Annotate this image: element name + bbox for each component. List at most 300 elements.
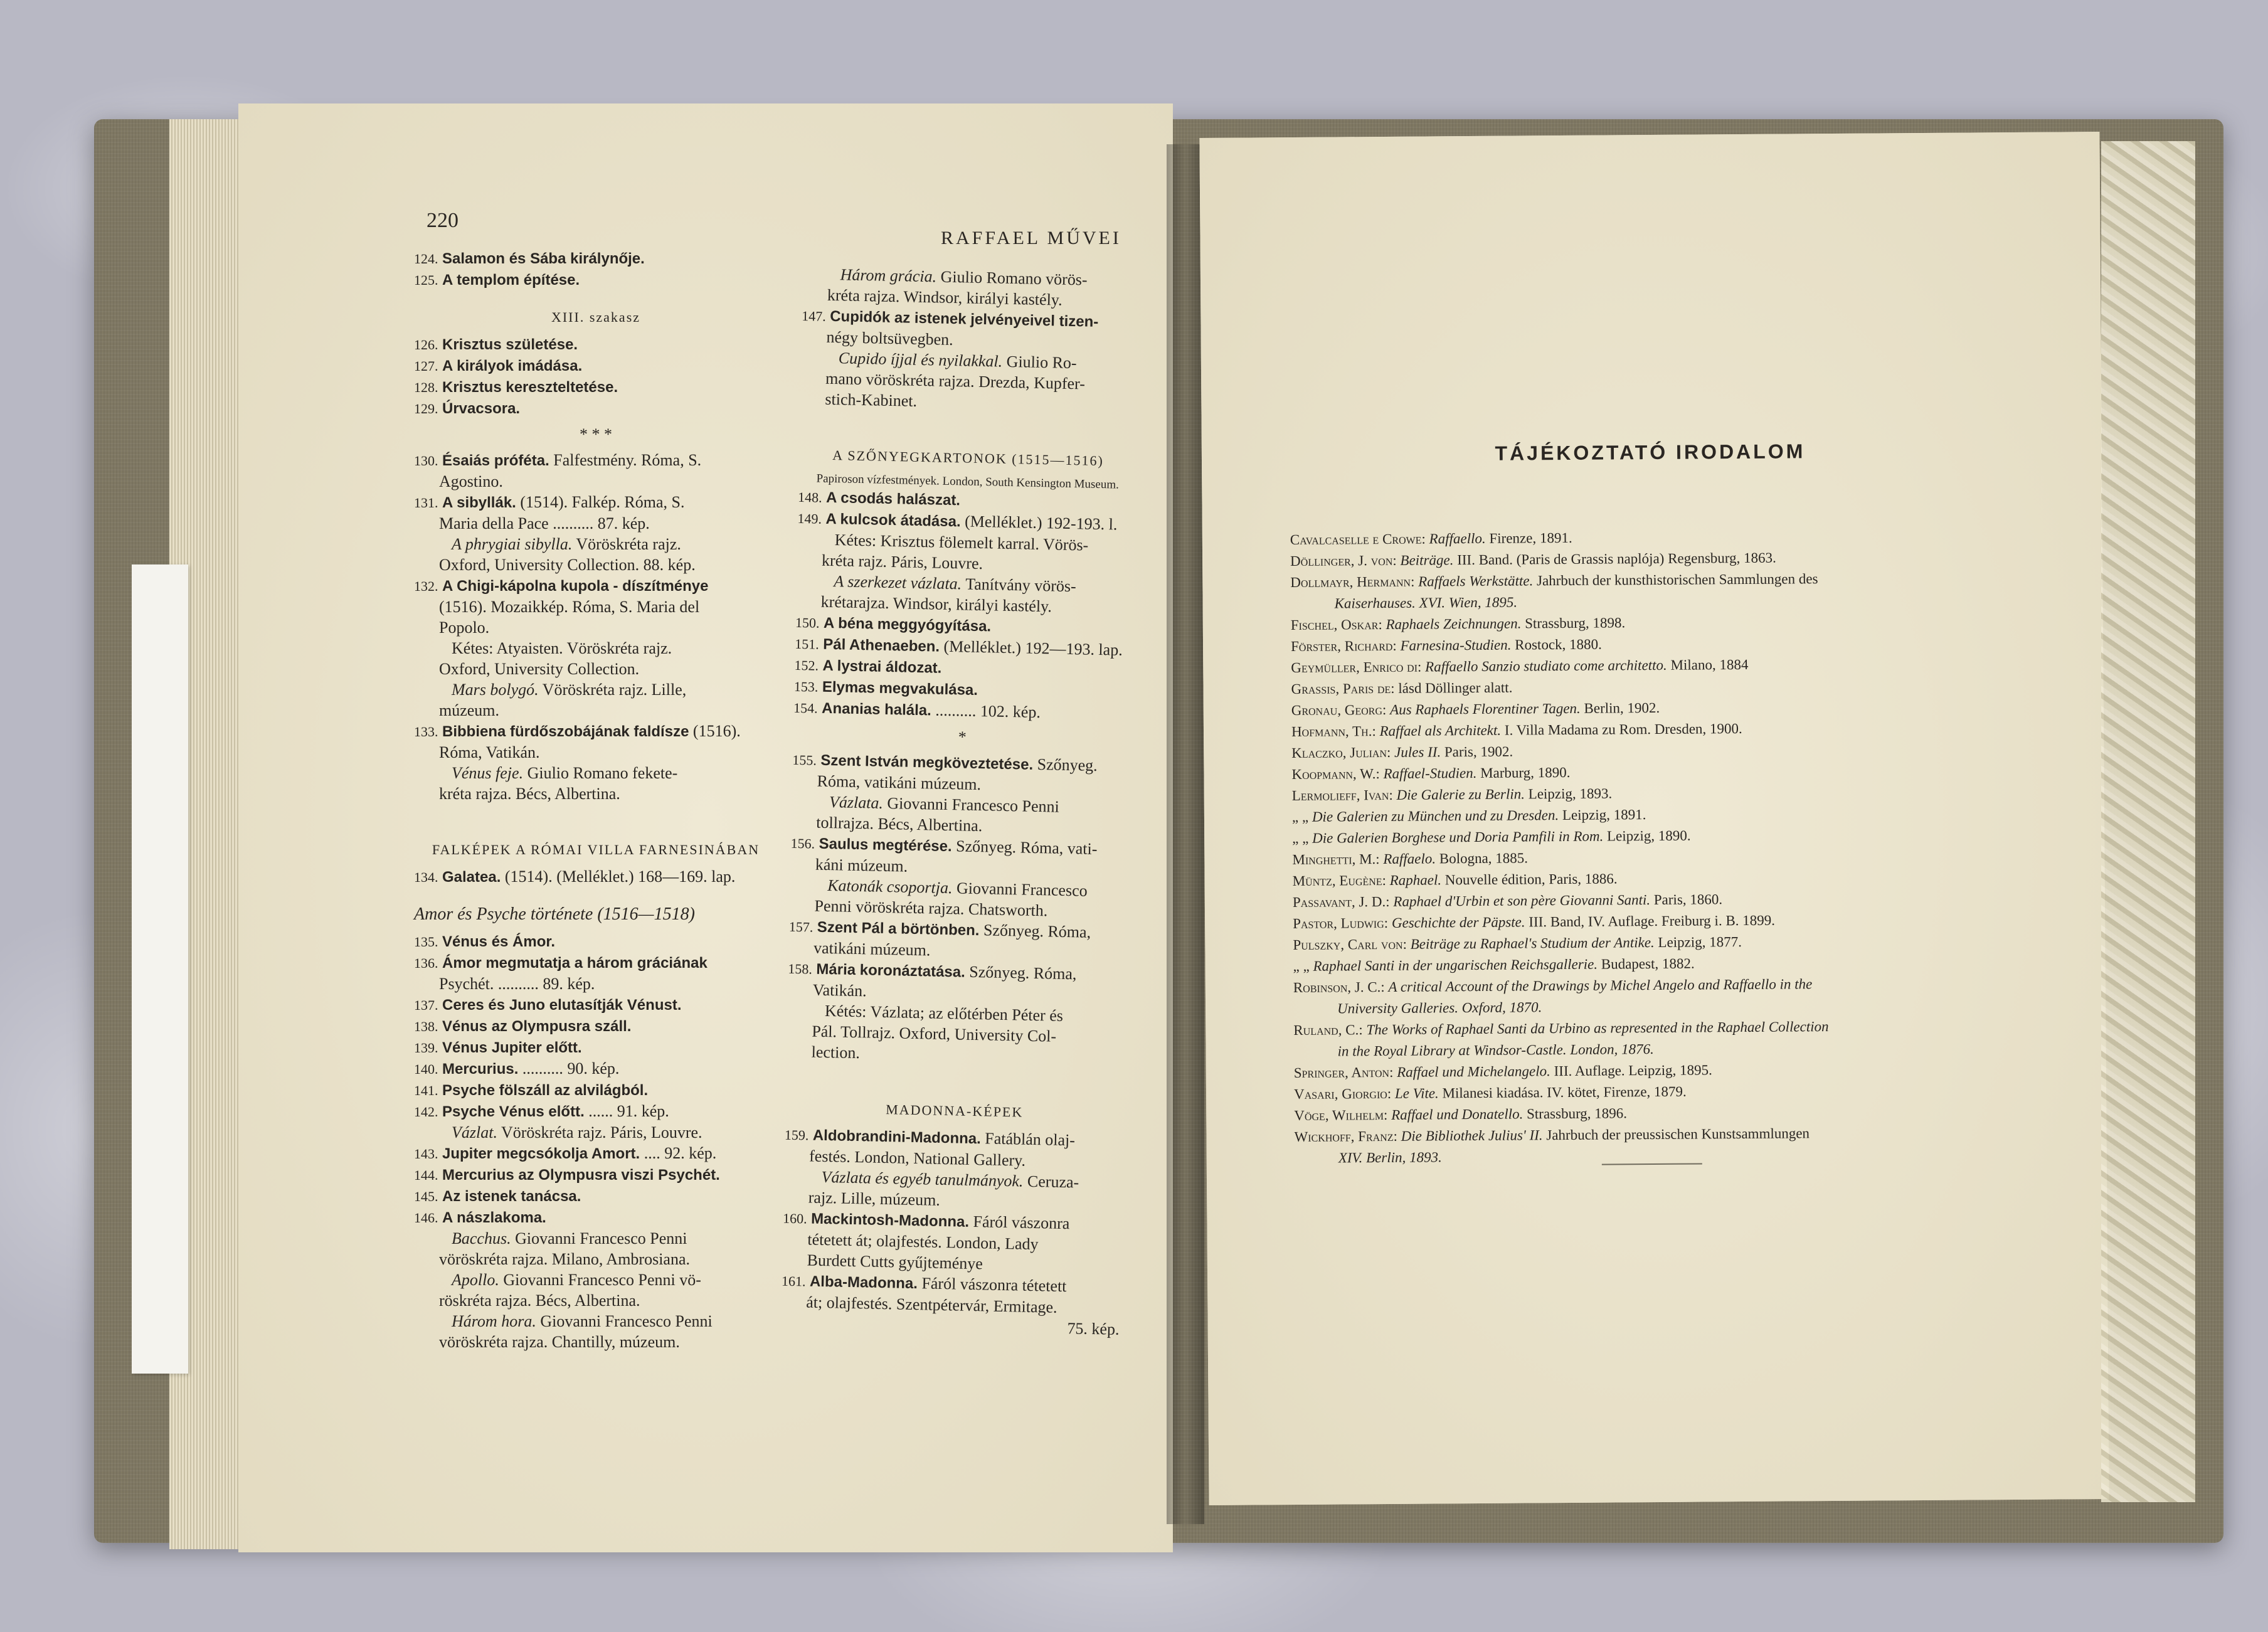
bibliography-detail: Jahrbuch der preussischen Kunstsammlungen <box>1542 1125 1810 1143</box>
entry-detail: Fatáblán olaj- <box>980 1129 1076 1150</box>
running-head: RAFFAEL MŰVEI <box>941 228 1121 248</box>
entry-number: 135. <box>414 934 438 950</box>
bibliography-detail: Leipzig, 1891. <box>1559 807 1646 824</box>
catalog-entry <box>414 355 778 376</box>
entry-title: Szent István megköveztetése. <box>820 751 1034 773</box>
entry-number: 155. <box>792 751 817 768</box>
entry-number: 130. <box>414 453 438 469</box>
figure-reference-text: 75. kép. <box>1067 1319 1120 1338</box>
entry-continuation <box>414 554 778 575</box>
bibliography-work: Le Vite. <box>1394 1085 1439 1101</box>
entry-title: Az istenek tanácsa. <box>442 1188 581 1205</box>
drawing-title: Bacchus. <box>452 1229 511 1248</box>
entry-detail: (Melléklet.) 192-193. l. <box>960 512 1118 534</box>
bibliography-work: Die Galerien zu München und zu Dresden. <box>1312 807 1559 825</box>
bibliography-author: Wickhoff, Franz: <box>1294 1128 1398 1145</box>
drawing-detail: Ceruza- <box>1023 1172 1079 1192</box>
entry-title: Salamon és Sába királynője. <box>442 250 645 267</box>
bibliography-detail: Milanesi kiadása. IV. kötet, Firenze, 1879. <box>1438 1083 1687 1101</box>
entry-text: Maria della Pace .......... 87. kép. <box>439 514 650 533</box>
bibliography-work: Raffaello Sanzio studiato come architetto. <box>1425 657 1667 675</box>
divider-glyph: * * * <box>580 425 612 443</box>
bibliography-work: Beiträge. <box>1400 552 1454 568</box>
entry-title: Krisztus kereszteltetése. <box>442 379 618 396</box>
entry-continuation <box>414 471 778 492</box>
entry-text: krétarajza. Windsor, királyi kastély. <box>820 592 1052 616</box>
bibliography-detail: Leipzig, 1890. <box>1603 827 1691 844</box>
entry-title: Bibbiena fürdőszobájának faldísze <box>442 723 689 740</box>
bibliography-author: Geymüller, Enrico di: <box>1291 659 1422 676</box>
bibliography-author: Vasari, Giorgio: <box>1293 1085 1392 1103</box>
entry-title: Szent Pál a börtönben. <box>817 918 980 940</box>
drawing-detail: Vöröskréta rajz. Páris, Louvre. <box>497 1123 702 1142</box>
bibliography-author: Springer, Anton: <box>1293 1064 1394 1081</box>
bibliography-text: XIV. Berlin, 1893. <box>1338 1149 1442 1166</box>
bibliography-work: Raffael und Donatello. <box>1391 1106 1523 1123</box>
entry-title: Galatea. <box>442 869 501 886</box>
entry-number: 151. <box>795 635 820 652</box>
entry-detail: Szőnyeg. Róma, <box>979 921 1091 941</box>
entry-continuation <box>414 1249 778 1269</box>
catalog-entry <box>414 1037 778 1058</box>
drawing-detail: Giovanni Francesco Penni vö- <box>499 1271 701 1289</box>
entry-number: 156. <box>790 835 815 852</box>
entry-text: vöröskréta rajza. Chantilly, múzeum. <box>439 1333 680 1351</box>
bibliography-author: Passavant, J. D.: <box>1292 893 1390 911</box>
section-heading <box>798 444 1138 472</box>
catalog-entry <box>414 450 778 471</box>
catalog-entry <box>414 575 778 596</box>
entry-title: Alba-Madonna. <box>809 1273 918 1293</box>
entry-number: 161. <box>781 1273 806 1290</box>
entry-text: Penni vöröskréta rajza. Chatsworth. <box>814 896 1048 920</box>
catalog-entry <box>414 721 778 742</box>
bibliography-detail: Paris, 1902. <box>1441 743 1513 760</box>
section-heading-text: FALKÉPEK A RÓMAI VILLA FARNESINÁBAN <box>432 842 760 857</box>
entry-detail: .... 92. kép. <box>640 1144 717 1162</box>
bibliography-detail: Strassburg, 1898. <box>1521 615 1626 632</box>
section-heading <box>414 307 778 327</box>
bibliography-continuation <box>1295 1143 2022 1169</box>
entry-detail: (1514). (Melléklet.) 168—169. lap. <box>501 867 736 886</box>
entry-number: 141. <box>414 1083 438 1098</box>
related-drawing <box>414 1269 778 1290</box>
spine-gutter <box>1167 144 1204 1524</box>
left-column <box>414 248 778 1352</box>
bibliography-author: Hofmann, Th.: <box>1291 723 1376 740</box>
entry-title: Psychét. <box>439 975 494 993</box>
entry-number: 159. <box>784 1126 809 1143</box>
drawing-detail: Giovanni Francesco <box>952 879 1088 900</box>
entry-number: 133. <box>414 724 438 739</box>
entry-text: kréta rajz. Páris, Louvre. <box>821 551 983 573</box>
entry-number: 150. <box>795 614 820 631</box>
bibliography-detail: lásd Döllinger alatt. <box>1398 679 1513 696</box>
entry-number: 142. <box>414 1104 438 1120</box>
drawing-detail: Giulio Romano fekete- <box>523 764 678 782</box>
related-drawing <box>414 1311 778 1332</box>
entry-number: 144. <box>414 1167 438 1183</box>
entry-continuation <box>414 742 778 763</box>
entry-text: múzeum. <box>439 701 500 719</box>
related-drawing <box>414 763 778 783</box>
entry-title: Ananias halála. <box>821 699 932 719</box>
entry-title: Aldobrandini-Madonna. <box>812 1126 982 1148</box>
entry-title: Mercurius az Olympusra viszi Psychét. <box>442 1167 720 1184</box>
entry-text: lection. <box>811 1042 861 1062</box>
entry-number: 134. <box>414 869 438 885</box>
drawing-title: A szerkezet vázlata. <box>834 572 962 593</box>
entry-continuation <box>414 973 778 994</box>
section-divider <box>414 424 778 445</box>
entry-title: Ámor megmutatja a három gráciának <box>442 955 707 972</box>
bibliography-author: Dollmayr, Hermann: <box>1290 573 1415 591</box>
entry-title: Psyche fölszáll az alvilágból. <box>442 1082 649 1099</box>
bibliography-work: Raffaello. <box>1429 530 1486 547</box>
bibliography-author: Gronau, Georg: <box>1291 701 1387 719</box>
entry-text: Róma, Vatikán. <box>439 743 540 761</box>
drawing-title: Vázlata és egyéb tanulmányok. <box>821 1167 1024 1190</box>
bibliography-detail: Marburg, 1890. <box>1476 764 1571 781</box>
drawing-detail: Giovanni Francesco Penni <box>536 1312 713 1330</box>
bibliography-work: Raffaelo. <box>1383 850 1436 867</box>
related-drawing <box>414 1122 778 1143</box>
drawing-detail: Giulio Ro- <box>1002 352 1077 373</box>
entry-continuation <box>414 783 778 804</box>
section-heading <box>414 839 778 860</box>
drawing-title: Apollo. <box>452 1271 499 1289</box>
related-drawing <box>414 1228 778 1249</box>
section-heading-text: Amor és Psyche története (1516—1518) <box>414 904 695 924</box>
entry-number: 132. <box>414 578 438 594</box>
entry-detail: Fáról vászonra <box>968 1212 1070 1233</box>
bibliography-author: Minghetti, M.: <box>1292 851 1380 868</box>
entry-title: A lystrai áldozat. <box>822 657 942 677</box>
entry-number: 129. <box>414 401 438 416</box>
bibliography-author: Fischel, Oskar: <box>1290 617 1382 633</box>
bibliography-author: Koopmann, W.: <box>1291 766 1380 783</box>
entry-number: 140. <box>414 1061 438 1077</box>
entry-text: stich-Kabinet. <box>825 389 918 410</box>
entry-number: 127. <box>414 358 438 374</box>
entry-text: Kétes: Atyaisten. Vöröskréta rajz. <box>452 639 672 657</box>
entry-title: Vénus Jupiter előtt. <box>442 1039 582 1056</box>
section-heading <box>414 904 778 925</box>
entry-number: 147. <box>801 307 827 324</box>
bibliography-text: in the Royal Library at Windsor-Castle. London, 1876. <box>1337 1041 1654 1059</box>
entry-text: vatikáni múzeum. <box>813 938 931 960</box>
entry-text: Oxford, University Collection. <box>439 660 640 678</box>
entry-text: kréta rajza. Bécs, Albertina. <box>439 785 620 803</box>
left-page <box>238 103 1173 1552</box>
catalog-entry <box>414 269 778 290</box>
entry-detail: (1516). <box>689 722 741 740</box>
catalog-entry <box>414 994 778 1015</box>
bibliography-work: Raphael. <box>1389 872 1442 888</box>
bibliography-detail: III. Band, IV. Auflage. Freiburg i. B. 1899. <box>1525 912 1776 930</box>
entry-text: tollrajza. Bécs, Albertina. <box>816 813 983 835</box>
catalog-entry <box>414 334 778 355</box>
entry-text: rajz. Lille, múzeum. <box>808 1188 941 1209</box>
catalog-entry <box>414 398 778 419</box>
drawing-title: Vázlata. <box>829 793 884 812</box>
bibliography-author: Förster, Richard: <box>1290 637 1397 655</box>
bibliography-list <box>1290 524 2022 1169</box>
bibliography-text: University Galleries. Oxford, 1870. <box>1337 999 1542 1017</box>
entry-title: Psyche Vénus előtt. <box>442 1103 585 1120</box>
bibliography-work: Farnesina-Studien. <box>1400 637 1512 654</box>
entry-number: 154. <box>793 699 818 716</box>
drawing-title: Három grácia. <box>840 265 937 286</box>
bibliography-author: Robinson, J. C.: <box>1293 979 1385 996</box>
bibliography-work: Die Galerie zu Berlin. <box>1396 786 1525 803</box>
section-divider <box>793 723 1132 751</box>
entry-title: A béna meggyógyítása. <box>823 614 992 635</box>
entry-title: Ésaiás próféta. <box>442 452 549 469</box>
bibliography-detail: Nouvelle édition, Paris, 1886. <box>1441 871 1618 888</box>
entry-number: 148. <box>797 489 822 506</box>
entry-text: festés. London, National Gallery. <box>808 1147 1026 1170</box>
entry-title: A sibyllák. <box>442 494 516 511</box>
entry-number: 152. <box>794 657 819 674</box>
entry-number: 137. <box>414 997 438 1013</box>
entry-title: Mária koronáztatása. <box>816 960 966 981</box>
bibliography-detail: Rostock, 1880. <box>1511 636 1602 653</box>
entry-title: Vénus és Ámor. <box>442 933 556 950</box>
entry-text: át; olajfestés. Szentpétervár, Ermitage. <box>806 1293 1057 1317</box>
bibliography-detail: Leipzig, 1893. <box>1524 785 1613 802</box>
bibliography-detail: Milano, 1884 <box>1667 656 1749 673</box>
bibliography-detail: Paris, 1860. <box>1650 891 1723 908</box>
drawing-detail: Giovanni Francesco Penni <box>511 1229 687 1248</box>
drawing-title: Cupido íjjal és nyilakkal. <box>838 349 1003 371</box>
drawing-title: Három hora. <box>452 1312 536 1330</box>
entry-text: röskréta rajza. Bécs, Albertina. <box>439 1291 640 1310</box>
bibliography-work: Raffael als Architekt. <box>1379 722 1502 739</box>
bibliography-author: „ „ <box>1291 808 1309 825</box>
entry-number: 139. <box>414 1040 438 1056</box>
bibliography-author: Vöge, Wilhelm: <box>1294 1106 1388 1124</box>
bibliography-author: Pastor, Ludwig: <box>1293 914 1389 932</box>
drawing-detail: Giulio Romano vörös- <box>936 267 1088 289</box>
page-number: 220 <box>427 209 458 232</box>
entry-detail: ...... 91. kép. <box>584 1102 669 1120</box>
bibliography-author: Döllinger, J. von: <box>1290 552 1397 570</box>
entry-continuation <box>414 617 778 638</box>
bibliography-author: Ruland, C.: <box>1293 1022 1363 1039</box>
entry-number: 158. <box>788 960 813 977</box>
bibliography-detail: I. Villa Madama zu Rom. Dresden, 1900. <box>1501 721 1742 738</box>
entry-title: A Chigi-kápolna kupola - díszítménye <box>442 578 709 595</box>
entry-number: 157. <box>788 918 813 935</box>
right-page <box>1199 132 2109 1505</box>
entry-detail: Falfestmény. Róma, S. <box>549 451 702 469</box>
related-drawing <box>414 534 778 554</box>
entry-title: négy boltsüvegben. <box>826 327 953 349</box>
entry-number: 124. <box>414 251 438 267</box>
bibliography-author: Lermolieff, Ivan: <box>1291 787 1393 804</box>
bibliography-detail: Budapest, 1882. <box>1597 955 1695 972</box>
entry-detail: Szőnyeg. Róma, vati- <box>951 837 1098 859</box>
bibliography-detail: Jahrbuch der kunsthistorischen Sammlungen des <box>1533 571 1818 589</box>
entry-title: Cupidók az istenek jelvényeivel tizen- <box>829 307 1099 331</box>
bibliography-detail: III. Band. (Paris de Grassis naplója) Regensburg, 1863. <box>1453 549 1776 568</box>
catalog-entry <box>414 1164 778 1185</box>
entry-detail: .......... 89. kép. <box>494 975 595 993</box>
entry-number: 128. <box>414 379 438 395</box>
entry-title: A nászlakoma. <box>442 1209 546 1226</box>
entry-title: A templom építése. <box>442 272 580 289</box>
bibliography-work: Raffael und Michelangelo. <box>1397 1063 1550 1080</box>
entry-title: Krisztus születése. <box>442 336 578 353</box>
entry-text: Pál. Tollrajz. Oxford, University Col- <box>812 1022 1057 1046</box>
right-column <box>780 263 1142 1340</box>
bibliography-work: Raphael Santi in der ungarischen Reichsgallerie. <box>1313 956 1598 974</box>
bibliography-detail: Bologna, 1885. <box>1435 850 1529 867</box>
drawing-detail: Giovanni Francesco Penni <box>882 793 1060 816</box>
entry-text: Agostino. <box>439 472 503 490</box>
entry-title: Mercurius. <box>442 1061 519 1078</box>
entry-detail: Szőnyeg. <box>1032 755 1098 775</box>
entry-title: Úrvacsora. <box>442 400 521 417</box>
entry-number: 136. <box>414 955 438 971</box>
section-heading-text: XIII. szakasz <box>551 309 641 325</box>
entry-detail: Szőnyeg. Róma, <box>965 962 1077 983</box>
bibliography-title: TÁJÉKOZTATÓ IRODALOM <box>1495 440 1806 465</box>
entry-text: Vatikán. <box>812 980 867 1000</box>
bibliography-author: Müntz, Eugène: <box>1292 872 1387 889</box>
entry-text: Popolo. <box>439 618 490 637</box>
entry-title: Mackintosh-Madonna. <box>810 1210 970 1231</box>
entry-number: 143. <box>414 1146 438 1162</box>
entry-title: Ceres és Juno elutasítják Vénust. <box>442 997 682 1014</box>
catalog-entry <box>414 952 778 973</box>
entry-number: 138. <box>414 1019 438 1034</box>
entry-text: kréta rajza. Windsor, királyi kastély. <box>827 285 1062 309</box>
entry-continuation <box>414 1290 778 1311</box>
drawing-detail: Tanítvány vörös- <box>961 575 1077 596</box>
section-heading-text: A SZŐNYEGKARTONOK (1515—1516) <box>832 447 1105 469</box>
bibliography-author: „ „ <box>1292 830 1309 847</box>
entry-number: 160. <box>782 1210 807 1227</box>
entry-title: A királyok imádása. <box>442 358 583 374</box>
bibliography-work: Jules II. <box>1394 744 1441 760</box>
entry-continuation <box>414 700 778 721</box>
bibliography-work: Die Galerien Borghese und Doria Pamfili in Rom. <box>1312 828 1604 846</box>
entry-text: vöröskréta rajza. Milano, Ambrosiana. <box>439 1250 690 1268</box>
section-heading <box>785 1097 1124 1125</box>
bibliography-author: Grassis, Paris de: <box>1291 680 1395 697</box>
catalog-entry <box>414 866 778 888</box>
entry-detail: .......... 90. kép. <box>518 1059 620 1078</box>
entry-continuation <box>414 1332 778 1352</box>
entry-number: 149. <box>797 510 822 527</box>
entry-number: 146. <box>414 1210 438 1226</box>
entry-text: (1516). Mozaikkép. Róma, S. Maria del <box>439 598 700 616</box>
bibliography-text: Kaiserhauses. XVI. Wien, 1895. <box>1334 594 1518 612</box>
entry-number: 153. <box>793 678 819 695</box>
marbled-endpaper <box>2101 141 2195 1502</box>
bibliography-author: Klaczko, Julian: <box>1291 744 1391 761</box>
bibliography-detail: Leipzig, 1877. <box>1654 934 1742 951</box>
drawing-title: Vázlat. <box>452 1123 497 1142</box>
entry-continuation <box>414 596 778 617</box>
section-heading-text: MADONNA-KÉPEK <box>885 1101 1024 1120</box>
catalog-entry <box>414 1079 778 1101</box>
bibliography-work: Beiträge zu Raphael's Studium der Antike. <box>1410 935 1655 952</box>
bibliography-detail: III. Auflage. Leipzig, 1895. <box>1550 1062 1712 1079</box>
drawing-title: A phrygiai sibylla. <box>452 535 573 553</box>
entry-title: Pál Athenaeben. <box>823 635 940 655</box>
bibliography-work: Die Bibliothek Julius' II. <box>1401 1127 1543 1144</box>
drawing-detail: Vöröskréta rajz. <box>572 535 681 553</box>
entry-continuation <box>414 638 778 659</box>
entry-detail: (1514). Falkép. Róma, S. <box>516 493 685 511</box>
bibliography-detail: Strassburg, 1896. <box>1523 1105 1628 1122</box>
entry-text: Kétés: Vázlata; az előtérben Péter és <box>824 1001 1064 1025</box>
catalog-entry <box>414 1185 778 1207</box>
entry-number: 131. <box>414 495 438 511</box>
entry-text: káni múzeum. <box>815 855 908 876</box>
entry-number: 125. <box>414 272 438 288</box>
drawing-detail: Vöröskréta rajz. Lille, <box>538 681 687 699</box>
section-note-text: Papiroson vízfestmények. London, South Kensington Museum. <box>816 472 1120 492</box>
entry-text: tétetett át; olajfestés. London, Lady <box>807 1230 1039 1254</box>
entry-detail: (Melléklet.) 192—193. lap. <box>939 637 1123 659</box>
entry-title: A kulcsok átadása. <box>825 510 961 531</box>
drawing-title: Mars bolygó. <box>452 681 539 699</box>
bookmark-slip <box>132 564 188 1374</box>
entry-number: 126. <box>414 337 438 352</box>
entry-text: Kétes: Krisztus fölemelt karral. Vörös- <box>834 531 1089 554</box>
catalog-entry <box>414 248 778 269</box>
entry-text: Oxford, University Collection. 88. kép. <box>439 556 696 574</box>
bibliography-work: Raffaels Werkstätte. <box>1418 573 1534 590</box>
entry-text: Burdett Cutts gyűjteménye <box>807 1251 983 1273</box>
divider-glyph: * <box>958 728 967 746</box>
bibliography-author: Cavalcaselle e Crowe: <box>1290 531 1426 548</box>
bibliography-work: Raphael d'Urbin et son père Giovanni Santi. <box>1393 892 1651 909</box>
bibliography-author: „ „ <box>1293 958 1310 975</box>
bibliography-author: Pulszky, Carl von: <box>1293 936 1407 953</box>
entry-detail: Fáról vászonra tétetett <box>917 1274 1067 1296</box>
catalog-entry <box>414 931 778 952</box>
bibliography-work: Aus Raphaels Florentiner Tagen. <box>1390 700 1581 718</box>
entry-text: Róma, vatikáni múzeum. <box>817 771 982 794</box>
entry-continuation <box>414 513 778 534</box>
bibliography-work: Raffael-Studien. <box>1383 765 1477 782</box>
entry-number: 145. <box>414 1189 438 1204</box>
related-drawing <box>414 679 778 700</box>
catalog-entry <box>414 1207 778 1228</box>
drawing-title: Vénus feje. <box>452 764 524 782</box>
entry-title: Elymas megvakulása. <box>822 678 978 699</box>
entry-detail: .......... 102. kép. <box>931 701 1041 722</box>
entry-title: Saulus megtérése. <box>819 835 952 856</box>
entry-title: Vénus az Olympusra száll. <box>442 1018 632 1035</box>
bibliography-work: Raphaels Zeichnungen. <box>1386 615 1522 632</box>
entry-title: Jupiter megcsókolja Amort. <box>442 1145 640 1162</box>
bibliography-work: A critical Account of the Drawings by Michel Angelo and Raffaello in the <box>1388 976 1813 995</box>
bibliography-detail: Firenze, 1891. <box>1485 529 1572 546</box>
entry-title: A csodás halászat. <box>825 489 961 509</box>
catalog-entry <box>414 1015 778 1037</box>
catalog-entry <box>414 1101 778 1122</box>
bibliography-work: Geschichte der Päpste. <box>1391 914 1525 931</box>
catalog-entry <box>414 376 778 398</box>
entry-text: mano vöröskréta rajza. Drezda, Kupfer- <box>825 369 1086 393</box>
spacer <box>414 804 778 823</box>
